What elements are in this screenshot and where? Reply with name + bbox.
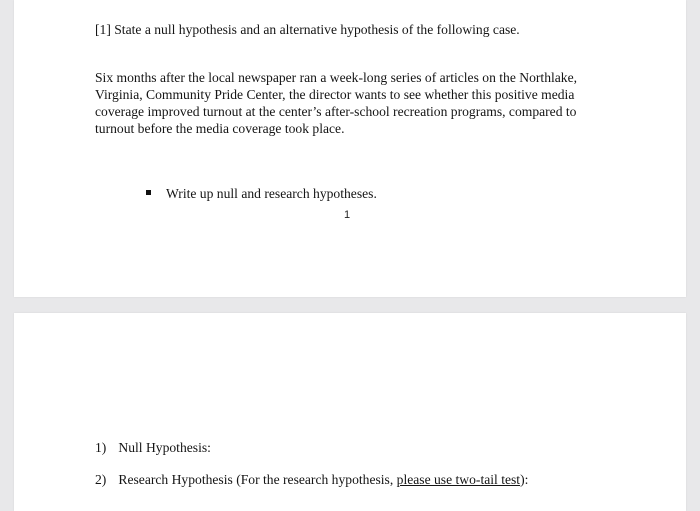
bullet-icon [146, 190, 151, 195]
research-hypothesis-label: Research Hypothesis (For the research hypothesis, [118, 472, 397, 487]
item-number: 2) [95, 472, 107, 487]
page-number: 1 [344, 209, 351, 221]
document-page-2 [14, 313, 686, 511]
scenario-line: turnout before the media coverage took place. [95, 121, 345, 136]
question-heading: [1] State a null hypothesis and an alternative hypothesis of the following case. [95, 22, 520, 37]
scenario-line: coverage improved turnout at the center’s after-school recreation programs, compared to [95, 104, 577, 119]
null-hypothesis-prompt [95, 439, 211, 456]
research-hypothesis-suffix: ): [520, 472, 529, 487]
two-tail-test-note: please use two-tail test [396, 472, 521, 487]
document-page-1 [14, 0, 686, 297]
scenario-line: Six months after the local newspaper ran a week-long series of articles on the Northlake, [95, 70, 578, 85]
null-hypothesis-label: Null Hypothesis: [118, 440, 211, 455]
bullet-text: Write up null and research hypotheses. [166, 186, 377, 201]
research-hypothesis-prompt [95, 471, 528, 488]
scenario-line: Virginia, Community Pride Center, the director wants to see whether this positive media [95, 87, 575, 102]
item-number: 1) [95, 440, 107, 455]
scenario-paragraph [95, 69, 595, 137]
